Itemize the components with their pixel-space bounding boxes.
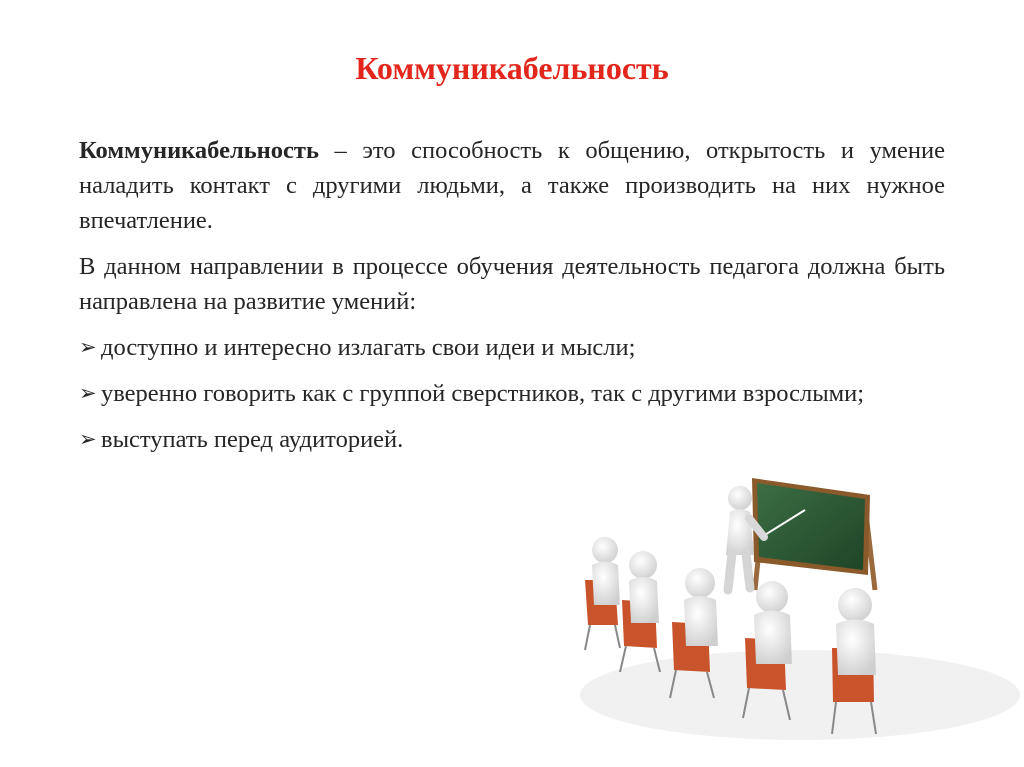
student-figure bbox=[585, 537, 620, 650]
bullet-text: уверенно говорить как с группой сверстников, так с другими взрослыми; bbox=[101, 380, 865, 407]
intro-paragraph: В данном направлении в процессе обучения деятельность педагога должна быть направлена на развитие умений: bbox=[79, 253, 945, 315]
bullet-text: выступать перед аудиторией. bbox=[101, 426, 404, 453]
arrow-check-icon: ➢ bbox=[79, 427, 97, 451]
bullet-text: доступно и интересно излагать свои идеи и мысли; bbox=[101, 334, 636, 361]
definition-paragraph bbox=[79, 133, 945, 238]
definition-text: – это способность к общению, открытость и умение наладить контакт с другими людьми, а также производить на них нужное впечатление. bbox=[79, 137, 945, 234]
bullet-item bbox=[79, 376, 945, 411]
teacher-classroom-illustration bbox=[540, 440, 1020, 750]
definition-term: Коммуникабельность bbox=[79, 137, 319, 164]
arrow-check-icon: ➢ bbox=[79, 381, 97, 405]
floor-shadow bbox=[580, 650, 1020, 740]
chalkboard bbox=[752, 478, 875, 590]
slide-title: Коммуникабельность bbox=[355, 50, 669, 86]
slide-body bbox=[79, 133, 945, 468]
bullet-item bbox=[79, 330, 945, 365]
arrow-check-icon: ➢ bbox=[79, 335, 97, 359]
student-figure bbox=[620, 551, 660, 672]
